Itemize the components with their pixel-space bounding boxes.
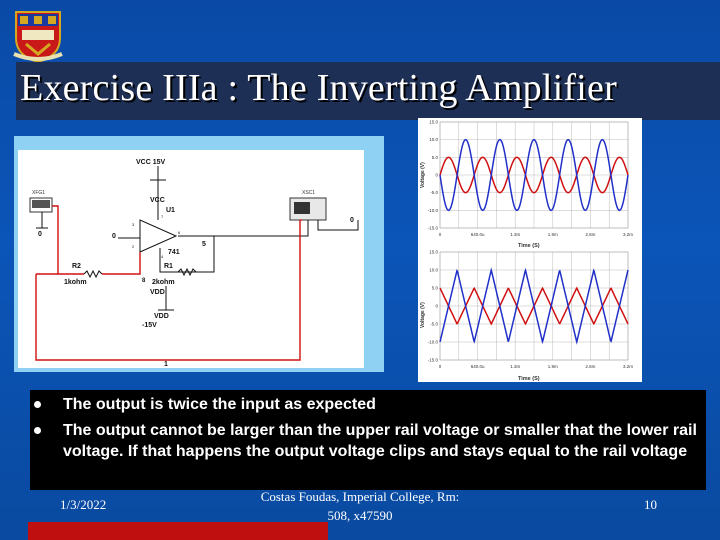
svg-text:2: 2	[132, 244, 135, 249]
x-tick-label: 3.2m	[622, 364, 634, 369]
x-tick-label: 0	[438, 364, 442, 369]
r2-label: R2	[72, 263, 81, 270]
circuit-schematic	[18, 150, 364, 368]
x-tick-label: 640.0u	[470, 232, 485, 237]
bottom-xlabel: Time (S)	[518, 376, 540, 382]
vdd-value: -15V	[142, 322, 157, 329]
svg-text:7: 7	[161, 214, 164, 219]
svg-text:3: 3	[132, 222, 135, 227]
top-plot	[420, 120, 633, 250]
page-number: 10	[644, 497, 657, 512]
x-tick-label: 1.3m	[510, 232, 521, 237]
x-tick-label: 0	[438, 232, 442, 237]
node-0b: 0	[112, 233, 116, 240]
y-tick-label: -10.0	[427, 339, 438, 345]
vdd-top-label: VDD	[150, 289, 165, 296]
footer-author-line1: Costas Foudas, Imperial College, Rm:	[260, 489, 460, 504]
bullet-dot-icon	[34, 401, 41, 408]
footer-author	[240, 487, 480, 525]
slide-title: Exercise IIIa : The Inverting Amplifier	[20, 67, 617, 109]
r1-label: R1	[164, 263, 173, 270]
node-0a: 0	[38, 231, 42, 238]
node-0c: 0	[350, 217, 354, 224]
bottom-accent-bar	[28, 522, 328, 540]
y-tick-label: 5.0	[431, 154, 438, 160]
y-tick-label: 10.0	[429, 267, 438, 273]
vdd-label: VDD	[154, 313, 169, 320]
bullet-text-2: The output cannot be larger than the upper rail voltage or smaller that the lower rail voltage. If that happens the output voltage clips and stays equal to the rail voltage	[63, 422, 697, 460]
y-tick-label: 5.0	[431, 285, 438, 291]
xfg1-label: XFG1	[32, 190, 46, 196]
y-tick-label: 0	[435, 303, 438, 309]
bottom-plot	[420, 250, 633, 383]
scope-waveforms	[418, 118, 642, 382]
r1-value: 2kohm	[152, 279, 175, 286]
top-ylabel: Voltage (V)	[420, 162, 426, 188]
r2-value: 1kohm	[64, 279, 87, 286]
u1-label: U1	[166, 207, 175, 214]
top-xlabel: Time (S)	[518, 243, 540, 249]
x-tick-label: 1.9m	[547, 364, 558, 369]
x-tick-label: 1.3m	[510, 364, 521, 369]
svg-text:6: 6	[178, 230, 181, 235]
bullet-list	[30, 390, 706, 490]
vcc-15v-label: VCC 15V	[136, 159, 166, 166]
node-1: 1	[164, 361, 168, 368]
footer-date: 1/3/2022	[60, 497, 107, 512]
bullet-text-1: The output is twice the input as expected	[63, 396, 376, 413]
opamp-symbol	[140, 220, 176, 252]
x-tick-label: 2.6m	[585, 232, 596, 237]
y-tick-label: -15.0	[427, 357, 438, 363]
node-8: 8	[142, 278, 146, 284]
y-tick-label: 0	[435, 172, 438, 178]
y-tick-label: -10.0	[427, 207, 438, 213]
vcc-label: VCC	[150, 197, 165, 204]
y-tick-label: -5.0	[430, 321, 438, 327]
y-tick-label: -15.0	[427, 225, 438, 231]
y-tick-label: 15.0	[429, 249, 438, 255]
r2-resistor	[84, 271, 102, 277]
xsc1-label: XSC1	[302, 190, 316, 196]
y-tick-label: 15.0	[429, 119, 438, 125]
bottom-ylabel: Voltage (V)	[420, 302, 426, 328]
y-tick-label: 10.0	[429, 137, 438, 143]
y-tick-label: -5.0	[430, 190, 438, 196]
x-tick-label: 640.0u	[470, 364, 485, 369]
x-tick-label: 1.9m	[547, 232, 558, 237]
x-tick-label: 3.2m	[622, 232, 634, 237]
footer-author-line2: 508, x47590	[327, 508, 393, 523]
svg-text:4: 4	[161, 254, 164, 259]
bullet-dot-icon	[34, 427, 41, 434]
opamp-label: 741	[168, 249, 180, 256]
node-5: 5	[202, 241, 206, 248]
x-tick-label: 2.6m	[585, 364, 596, 369]
college-crest-logo	[12, 8, 64, 64]
